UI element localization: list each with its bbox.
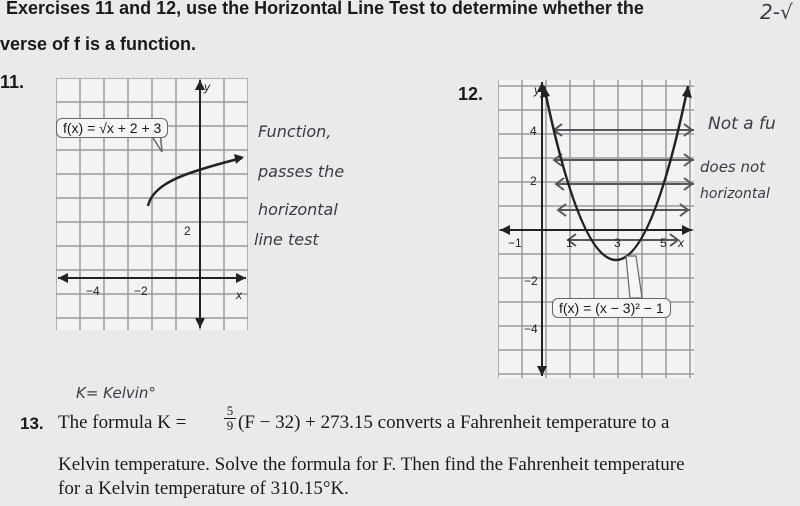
exercise-11-note-line4: line test xyxy=(254,230,319,249)
exercise-11-tick-neg2: −2 xyxy=(134,284,148,298)
exercise-12-tick-x1: 1 xyxy=(566,236,573,250)
exercise-12-x-axis-label: x xyxy=(678,236,684,250)
exercise-12-tick-yneg4: −4 xyxy=(524,322,538,336)
exercise-12-tick-x3: 3 xyxy=(614,236,621,250)
exercise-12-tick-y4: 4 xyxy=(530,124,537,138)
exercise-11-x-axis-label: x xyxy=(236,288,242,302)
exercise-12-tick-xneg1: −1 xyxy=(508,236,522,250)
corner-handwritten-note: 2-√ xyxy=(760,0,793,24)
exercise-13-text-line1a: The formula K = xyxy=(58,412,187,433)
exercise-11-tick-2: 2 xyxy=(184,224,191,238)
exercise-11-note-line1: Function, xyxy=(258,122,332,141)
exercise-11-number: 11. xyxy=(0,72,25,92)
exercise-11-y-axis-label: y xyxy=(204,80,210,94)
exercise-13-text-line3: for a Kelvin temperature of 310.15°K. xyxy=(58,478,349,499)
exercise-13-fraction-numerator: 5 xyxy=(224,404,236,419)
exercise-12-function-label: f(x) = (x − 3)² − 1 xyxy=(552,298,671,318)
exercise-11-note-line2: passes the xyxy=(258,162,345,181)
exercise-12-note-line2: does not xyxy=(700,158,766,176)
exercise-12-tick-y2: 2 xyxy=(530,174,537,188)
exercise-13-fraction xyxy=(224,404,236,433)
exercise-12-tick-yneg2: −2 xyxy=(524,274,538,288)
exercise-11-function-label: f(x) = √x + 2 + 3 xyxy=(56,118,168,138)
exercise-instructions-line2: verse of f is a function. xyxy=(0,34,197,54)
exercise-13-fraction-denominator: 9 xyxy=(226,418,234,433)
exercise-12-note-line1: Not a fu xyxy=(708,114,776,134)
exercise-11-tick-neg4: −4 xyxy=(86,284,100,298)
exercise-12-number: 12. xyxy=(458,84,484,104)
exercise-instructions-line1: Exercises 11 and 12, use the Horizontal Line Test to determine whether the xyxy=(6,0,644,18)
exercise-11-note-line3: horizontal xyxy=(258,200,338,219)
exercise-12-note-line3: horizontal xyxy=(700,186,770,202)
exercise-12-y-axis-label: y xyxy=(534,83,540,97)
exercise-13-text-line2: Kelvin temperature. Solve the formula for F. Then find the Fahrenheit temperature xyxy=(58,454,685,475)
exercise-12-tick-x5: 5 xyxy=(660,236,667,250)
exercise-13-handwritten-note: K= Kelvin° xyxy=(76,384,156,402)
exercise-11-graph xyxy=(56,78,248,330)
exercise-13-text-line1b: (F − 32) + 273.15 converts a Fahrenheit temperature to a xyxy=(238,412,670,433)
exercise-11-graph-svg xyxy=(56,78,248,330)
exercise-13-number: 13. xyxy=(20,414,44,433)
